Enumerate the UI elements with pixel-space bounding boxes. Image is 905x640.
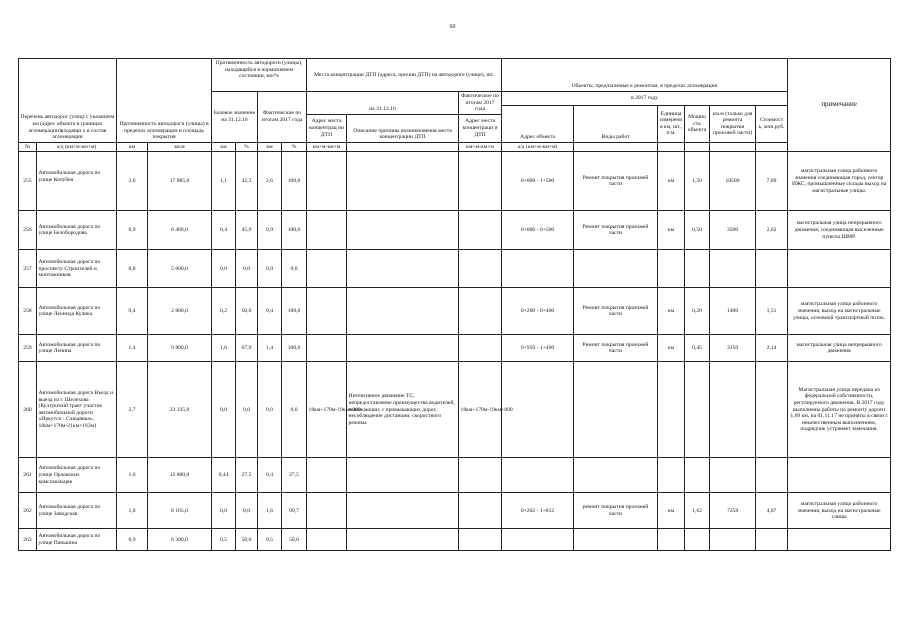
header-row-1 — [19, 59, 891, 92]
cell-km: 0,4 — [117, 288, 148, 335]
table-row — [19, 250, 891, 288]
cell-obj-address: 0+200 - 0+400 — [502, 288, 574, 335]
cell-cost: 2,14 — [756, 335, 788, 362]
cell-unit — [658, 250, 685, 288]
cell-work-type — [574, 458, 658, 493]
cell-dtp-address: 18км+170м-19км+000 — [307, 362, 347, 458]
cell-km-repair — [710, 250, 756, 288]
unit-km: км — [117, 142, 148, 152]
cell-fact-pct: 0,0 — [282, 250, 307, 288]
header-obj-address: Адрес объекта — [502, 106, 574, 143]
cell-road: Автомобильная дорога по улице Ленина — [37, 335, 117, 362]
cell-obj-address: 0+202 - 1+812 — [502, 493, 574, 529]
cell-base-km: 0,44 — [212, 458, 236, 493]
cell-base-km: 0,0 — [212, 362, 236, 458]
cell-num: 263 — [19, 529, 37, 551]
cell-obj-address — [502, 250, 574, 288]
cell-area: 5 600,0 — [148, 250, 212, 288]
cell-road: Автомобильная дорога по проспекту Строителей и монтажников — [37, 250, 117, 288]
cell-base-pct: 45,9 — [236, 211, 258, 250]
cell-km: 0,9 — [117, 211, 148, 250]
cell-capacity: 0,20 — [685, 288, 710, 335]
table-row — [19, 152, 891, 211]
cell-fact-km: 0,0 — [258, 362, 282, 458]
unit-obj-ad: а/д (км+м-км+м) — [502, 142, 574, 152]
cell-fact-pct: 89,7 — [282, 493, 307, 529]
cell-dtp-address2 — [459, 250, 502, 288]
unit-cap — [685, 142, 710, 152]
cell-road: Автомобильная дорога по улице Леонида Кулика — [37, 288, 117, 335]
cell-base-km: 0,5 — [212, 529, 236, 551]
cell-fact-km: 2,6 — [258, 152, 282, 211]
unit-ad: а/д (км+м-км+м) — [37, 142, 117, 152]
cell-base-km: 1,1 — [212, 152, 236, 211]
cell-road: Автомобильная дорога по улице Белобородова — [37, 211, 117, 250]
cell-dtp-address2 — [459, 458, 502, 493]
cell-fact-pct: 100,0 — [282, 288, 307, 335]
unit-work — [574, 142, 658, 152]
cell-dtp-desc — [347, 211, 459, 250]
cell-fact-km: 0,0 — [258, 250, 282, 288]
cell-capacity: 0,45 — [685, 335, 710, 362]
cell-dtp-address — [307, 458, 347, 493]
cell-dtp-address2: 18км+170м-19км+000 — [459, 362, 502, 458]
cell-area: 6 300,0 — [148, 529, 212, 551]
cell-capacity: 1,50 — [685, 152, 710, 211]
cell-dtp-address2 — [459, 493, 502, 529]
cell-work-type — [574, 362, 658, 458]
cell-base-pct: 50,0 — [236, 288, 258, 335]
header-dtp-actual: Фактическое по итогам 2017 года — [459, 92, 502, 115]
cell-dtp-address2 — [459, 529, 502, 551]
cell-dtp-desc — [347, 493, 459, 529]
cell-cost: 7,89 — [756, 152, 788, 211]
header-actual-2017: Фактические по итогам 2017 года — [258, 92, 307, 143]
unit-fact-km: км — [258, 142, 282, 152]
cell-note: магистральная улица районного значения, выход на магистральные улицы, основной транспортный поток. — [788, 288, 891, 335]
unit-dtp-kmm2: км+м-км+м — [459, 142, 502, 152]
cell-unit: км — [658, 493, 685, 529]
cell-work-type: Ремонт покрытия проезжей части — [574, 288, 658, 335]
header-dtp-causes: Описание причины возникновения места концентрации ДТП — [347, 114, 459, 142]
cell-capacity — [685, 362, 710, 458]
header-dtp-address2: Адрес места концентраци и ДТП — [459, 114, 502, 142]
cell-capacity: 1,62 — [685, 493, 710, 529]
cell-cost: 2,62 — [756, 211, 788, 250]
cell-area: 17 885,0 — [148, 152, 212, 211]
cell-note: магистральная улица районного значения соединяющая город, сектор ИЖС, промышленные склады выход на магистральные улицы. — [788, 152, 891, 211]
cell-dtp-desc — [347, 288, 459, 335]
cell-unit: км — [658, 211, 685, 250]
cell-dtp-desc — [347, 152, 459, 211]
header-objects: Объекты, предлагаемые к ремонтам, в пределах агломерации — [502, 59, 788, 92]
cell-unit: км — [658, 152, 685, 211]
cell-work-type: Ремонт покрытия проезжей части — [574, 211, 658, 250]
cell-capacity — [685, 529, 710, 551]
cell-base-pct: 27,5 — [236, 458, 258, 493]
cell-dtp-desc — [347, 335, 459, 362]
unit-dtp-kmm: км+м-км+м — [307, 142, 347, 152]
unit-fact-pct: % — [282, 142, 307, 152]
cell-fact-pct: 100,0 — [282, 335, 307, 362]
header-year: в 2017 году — [502, 92, 788, 106]
cell-num: 261 — [19, 458, 37, 493]
cell-num: 262 — [19, 493, 37, 529]
header-length-normative: Протяженность автодороги (улицы), находящейся в нормативном состоянии, км/% — [212, 59, 307, 92]
header-base-value: Базовое значение на 31.12.16 — [212, 92, 258, 143]
table-row — [19, 529, 891, 551]
cell-fact-km: 0,5 — [258, 529, 282, 551]
cell-fact-pct: 0,0 — [282, 362, 307, 458]
cell-num: 255 — [19, 152, 37, 211]
table-row — [19, 335, 891, 362]
cell-obj-address: 0+950 - 1+400 — [502, 335, 574, 362]
cell-dtp-address — [307, 529, 347, 551]
cell-obj-address: 0+000 - 0+500 — [502, 211, 574, 250]
unit-base-pct: % — [236, 142, 258, 152]
cell-base-km: 0,2 — [212, 288, 236, 335]
table-row — [19, 493, 891, 529]
table-row — [19, 458, 891, 493]
cell-area: 2 800,0 — [148, 288, 212, 335]
cell-work-type — [574, 529, 658, 551]
cell-road: Автомобильная дорога по улице Заводская — [37, 493, 117, 529]
header-note: примечание — [788, 59, 891, 152]
cell-work-type — [574, 250, 658, 288]
header-dtp-address: Адрес места концентрац ии ДТП — [307, 114, 347, 142]
cell-dtp-address — [307, 211, 347, 250]
cell-km: 2,6 — [117, 152, 148, 211]
unit-kmm — [710, 142, 756, 152]
cell-dtp-address — [307, 335, 347, 362]
cell-capacity — [685, 458, 710, 493]
cell-base-pct: 0,0 — [236, 362, 258, 458]
cell-unit: км — [658, 335, 685, 362]
cell-work-type: Ремонт покрытия проезжей части — [574, 335, 658, 362]
cell-fact-pct: 100,0 — [282, 211, 307, 250]
cell-dtp-address — [307, 250, 347, 288]
cell-num: 257 — [19, 250, 37, 288]
cell-km-repair: 10500 — [710, 152, 756, 211]
cell-cost: 4,87 — [756, 493, 788, 529]
cell-unit — [658, 362, 685, 458]
cell-dtp-address2 — [459, 288, 502, 335]
cell-area: 8 165,0 — [148, 493, 212, 529]
cell-note — [788, 250, 891, 288]
table-row — [19, 288, 891, 335]
table-row — [19, 362, 891, 458]
unit-num: № — [19, 142, 37, 152]
cell-work-type: ремонт покрытия проезжей части — [574, 493, 658, 529]
cell-note — [788, 458, 891, 493]
cell-km-repair: 3150 — [710, 335, 756, 362]
cell-fact-pct: 50,0 — [282, 529, 307, 551]
cell-base-km: 0,0 — [212, 493, 236, 529]
cell-km: 1,8 — [117, 493, 148, 529]
unit-kvm: кв.м — [148, 142, 212, 152]
cell-unit: км — [658, 288, 685, 335]
header-km-repair: км.м (только для ремонта покрытия проезжей части) — [710, 106, 756, 143]
cell-obj-address: 0+000 - 1+500 — [502, 152, 574, 211]
unit-unit — [658, 142, 685, 152]
cell-num: 259 — [19, 335, 37, 362]
cell-unit — [658, 529, 685, 551]
cell-base-pct: 50,0 — [236, 529, 258, 551]
cell-dtp-address2 — [459, 211, 502, 250]
cell-cost: 1,51 — [756, 288, 788, 335]
cell-note: магистральная улица районного значения, выход на магистральные улицы — [788, 493, 891, 529]
cell-cost — [756, 250, 788, 288]
header-units-row — [19, 142, 891, 152]
cell-fact-km: 0,9 — [258, 211, 282, 250]
cell-base-km: 0,0 — [212, 250, 236, 288]
cell-dtp-address2 — [459, 335, 502, 362]
cell-num: 258 — [19, 288, 37, 335]
cell-base-pct: 67,9 — [236, 335, 258, 362]
cell-work-type: Ремонт покрытия проезжей части — [574, 152, 658, 211]
cell-fact-km: 0,4 — [258, 288, 282, 335]
cell-base-km: 0,4 — [212, 211, 236, 250]
cell-note: Магистральная улица передана из федеральной собственности, регулируемого движения. В 2017 году выполнены работы по ремонту дороги 1,09 км, на 01.11.17 не приняты в связи с некачественным выполнением, подрядчик устраняет замечания. — [788, 362, 891, 458]
cell-km: 1,4 — [117, 335, 148, 362]
header-length-total: Протяженность автодороги (улицы) в пределах агломерации и площадь покрытия — [117, 59, 212, 143]
cell-km-repair: 3500 — [710, 211, 756, 250]
cell-km-repair: 7258 — [710, 493, 756, 529]
cell-num: 256 — [19, 211, 37, 250]
cell-cost — [756, 529, 788, 551]
cell-road: Автомобильная дорога по улице Орловских комсомольцев — [37, 458, 117, 493]
cell-fact-pct: 100,0 — [282, 152, 307, 211]
cell-dtp-address2 — [459, 152, 502, 211]
cell-km-repair — [710, 362, 756, 458]
cell-num: 260 — [19, 362, 37, 458]
header-unit: Единица измерени я км, шт., п.м. — [658, 106, 685, 143]
cell-km-repair — [710, 458, 756, 493]
cell-dtp-address — [307, 152, 347, 211]
cell-km: 2,7 — [117, 362, 148, 458]
cell-capacity: 0,50 — [685, 211, 710, 250]
cell-road: Автомобильная дорога по улице Кочубея — [37, 152, 117, 211]
cell-base-pct: 42,3 — [236, 152, 258, 211]
cell-road: Автомобильная дорога по улице Панькина — [37, 529, 117, 551]
cell-capacity — [685, 250, 710, 288]
cell-unit — [658, 458, 685, 493]
cell-km: 0,8 — [117, 250, 148, 288]
cell-note: магистральная улица непрерывного движения, соединяющая выселенные пункты ШМР. — [788, 211, 891, 250]
header-dtp-date: на 31.12.16 — [307, 92, 459, 115]
cell-dtp-desc: Интенсивное движение ТС, непредоставление преимущества водителей, выезжающих с примыкающих дорог, несоблюдение дистанции, скоростного режима — [347, 362, 459, 458]
cell-note: магистральная улица непрерывного движения — [788, 335, 891, 362]
cell-fact-pct: 27,5 — [282, 458, 307, 493]
cell-base-pct: 0,0 — [236, 493, 258, 529]
cell-fact-km: 0,4 — [258, 458, 282, 493]
road-register-table — [18, 58, 891, 551]
cell-fact-km: 1,6 — [258, 493, 282, 529]
cell-base-km: 1,0 — [212, 335, 236, 362]
cell-area: 23 335,0 — [148, 362, 212, 458]
header-list: Перечень автодорог (улиц) с указанием км (адрес объекта в границах агломерации)входящи х в состав агломерации — [19, 59, 117, 143]
cell-dtp-desc — [347, 529, 459, 551]
cell-base-pct: 0,0 — [236, 250, 258, 288]
cell-cost — [756, 458, 788, 493]
cell-obj-address — [502, 529, 574, 551]
cell-road: Автомобильная дорога Въезд и выезд из г. Шелехова (Култукский тракт участок автомобильной дороги «Иркутск - Слюдянка», 18км+170м-21км+163м) — [37, 362, 117, 458]
cell-cost — [756, 362, 788, 458]
cell-km: 1,6 — [117, 458, 148, 493]
header-dtp-places: Места концентрации ДТП (адреса, причин ДТП) на автодороге (улице), шт. — [307, 59, 502, 92]
cell-fact-km: 1,4 — [258, 335, 282, 362]
cell-km-repair — [710, 529, 756, 551]
header-cost: Стоимост ь, млн.руб. — [756, 106, 788, 143]
header-capacity: Мощно сть объекта — [685, 106, 710, 143]
cell-dtp-desc — [347, 458, 459, 493]
cell-obj-address — [502, 458, 574, 493]
cell-dtp-address — [307, 288, 347, 335]
unit-base-km: км — [212, 142, 236, 152]
unit-dtp-desc — [347, 142, 459, 152]
cell-km-repair: 1400 — [710, 288, 756, 335]
cell-area: 12 800,0 — [148, 458, 212, 493]
page-number: 60 — [449, 24, 456, 30]
cell-area: 6 468,0 — [148, 211, 212, 250]
unit-cost — [756, 142, 788, 152]
cell-note — [788, 529, 891, 551]
header-work-type: Виды работ — [574, 106, 658, 143]
cell-km: 0,9 — [117, 529, 148, 551]
cell-area: 9 800,0 — [148, 335, 212, 362]
cell-dtp-desc — [347, 250, 459, 288]
table-row — [19, 211, 891, 250]
cell-dtp-address — [307, 493, 347, 529]
